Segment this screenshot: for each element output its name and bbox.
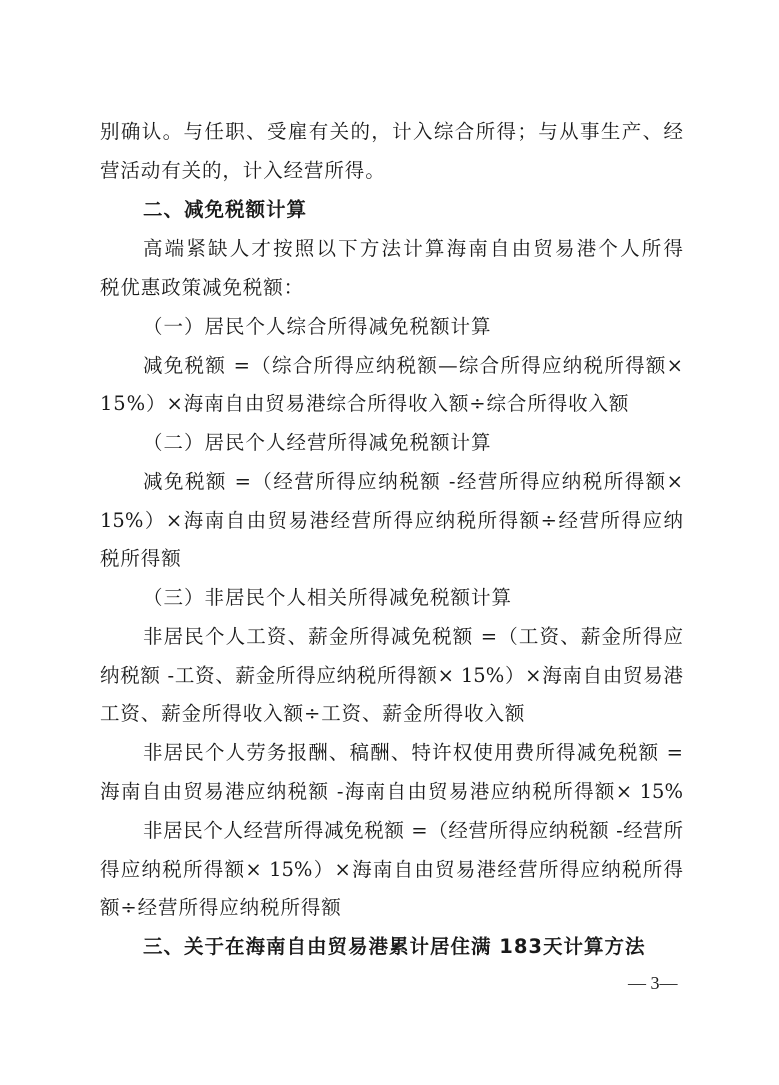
paragraph-line: 别确认。与任职、受雇有关的，计入综合所得；与从事生产、经 [100,120,683,143]
paragraph-line: 税优惠政策减免税额： [100,276,305,299]
formula-line: 15%）×海南自由贸易港经营所得应纳税所得额÷经营所得应纳 [100,509,683,532]
section-heading: 二、减免税额计算 [143,198,308,221]
page-number: — 3— [628,973,678,993]
formula-line: 税所得额 [100,547,182,570]
formula-line: 非居民个人经营所得减免税额 =（经营所得应纳税额 -经营所 [143,819,683,842]
formula-line: 减免税额 =（综合所得应纳税额—综合所得应纳税所得额× [143,354,683,377]
formula-line: 非居民个人劳务报酬、稿酬、特许权使用费所得减免税额 = [143,741,683,764]
subsection-heading: （二）居民个人经营所得减免税额计算 [143,431,492,454]
subsection-heading: （一）居民个人综合所得减免税额计算 [143,315,492,338]
section-heading: 三、关于在海南自由贸易港累计居住满 183天计算方法 [143,935,646,958]
formula-line: 非居民个人工资、薪金所得减免税额 =（工资、薪金所得应 [143,625,683,648]
paragraph-line: 高端紧缺人才按照以下方法计算海南自由贸易港个人所得 [143,237,683,260]
formula-line: 额÷经营所得应纳税所得额 [100,896,342,919]
paragraph-line: 营活动有关的，计入经营所得。 [100,159,386,182]
formula-line: 得应纳税所得额× 15%）×海南自由贸易港经营所得应纳税所得 [100,858,683,881]
formula-line: 减免税额 =（经营所得应纳税额 -经营所得应纳税所得额× [143,470,683,493]
subsection-heading: （三）非居民个人相关所得减免税额计算 [143,586,513,609]
formula-line: 海南自由贸易港应纳税额 -海南自由贸易港应纳税所得额× 15% [100,780,683,803]
formula-line: 15%）×海南自由贸易港综合所得收入额÷综合所得收入额 [100,392,630,415]
formula-line: 工资、薪金所得收入额÷工资、薪金所得收入额 [100,702,526,725]
formula-line: 纳税额 -工资、薪金所得应纳税所得额× 15%）×海南自由贸易港 [100,664,683,687]
